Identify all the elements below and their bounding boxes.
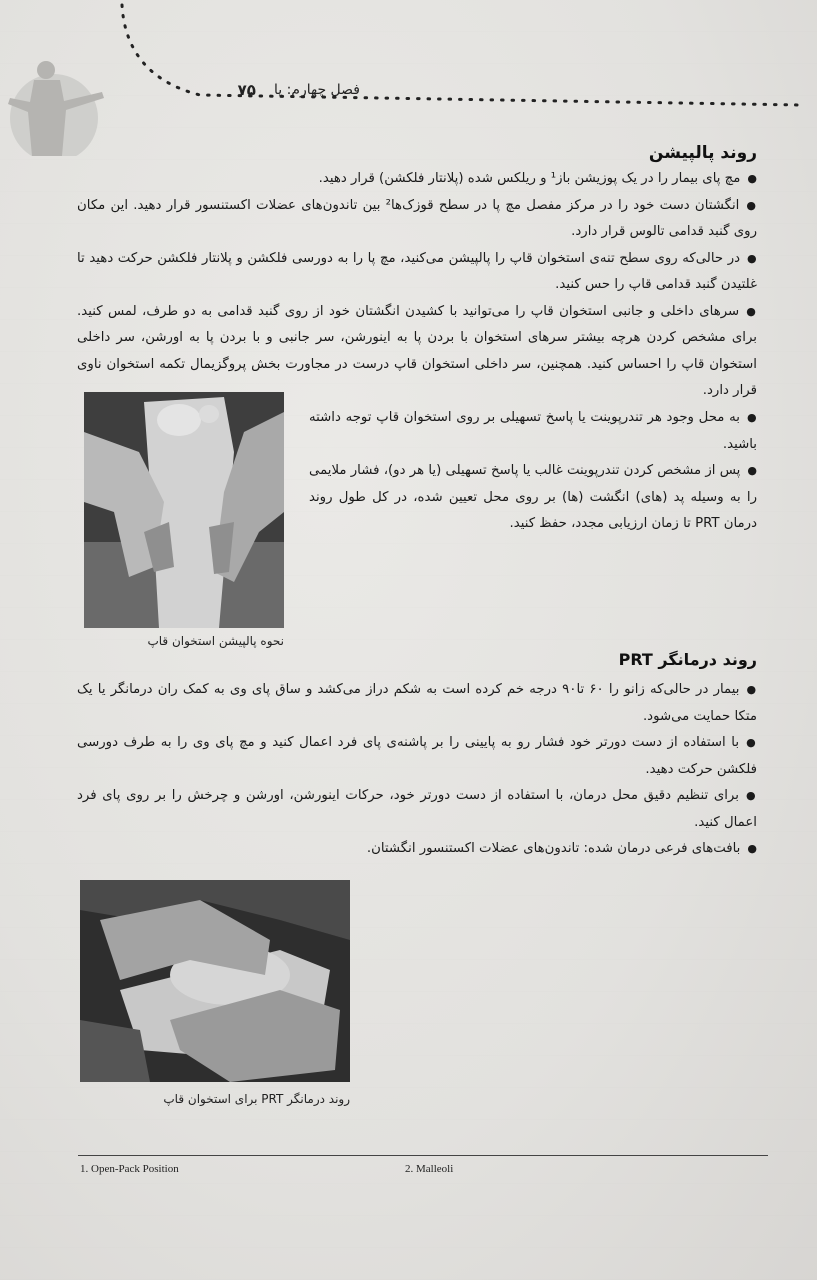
prt-photo-caption: روند درمانگر PRT برای استخوان قاپ: [163, 1092, 350, 1106]
human-figure-logo: [4, 56, 122, 156]
list-item: ● سرهای داخلی و جانبی استخوان قاپ را می‌توانید با کشیدن انگشتان خود از روی گنبد قدامی به دو طرف، لمس کنید. برای مشخص کردن هرچه بیشتر سرهای استخوان با بردن پا به اینورشن، سر جانبی و با بردن پا به اورشن، سر داخلی استخوان قاپ را احساس کنید. همچنین، سر داخلی استخوان قاپ درست در مجاورت بخش پروگزیمال تکمه استخوان ناوی قرار دارد.: [77, 299, 757, 405]
palpation-photo: [84, 392, 284, 628]
list-item: ● انگشتان دست خود را در مرکز مفصل مچ پا در سطح قوزک‌ها² بین تاندون‌های عضلات اکستنسور قرار دهید. این مکان روی گنبد قدامی تالوس قرار دارد.: [77, 193, 757, 246]
footnote-1: 1. Open-Pack Position: [80, 1163, 179, 1175]
list-item: ● با استفاده از دست دورتر خود فشار رو به پایینی را بر پاشنه‌ی پای فرد اعمال کنید و مچ پای وی را به طرف دورسی فلکشن حرکت دهید.: [77, 730, 757, 783]
footnote-divider: [78, 1155, 768, 1156]
list-item: ● بیمار در حالی‌که زانو را ۶۰ تا۹۰ درجه خم کرده است به شکم دراز می‌کشد و ساق پای وی به کمک ران درمانگر یا یک متکا حمایت می‌شود.: [77, 677, 757, 730]
chapter-title: فصل چهارم: پا: [273, 82, 360, 98]
palpation-steps-bottom: [309, 405, 757, 538]
running-header: [200, 80, 360, 100]
list-item: ● در حالی‌که روی سطح تنه‌ی استخوان قاپ را پالپیشن می‌کنید، مچ پا را به دورسی فلکشن و پلانتار فلکشن حرکت دهید تا غلتیدن گنبد قدامی قاپ را حس کنید.: [77, 246, 757, 299]
prt-steps: [77, 677, 757, 863]
list-item: ● برای تنظیم دقیق محل درمان، با استفاده از دست دورتر خود، حرکات اینورشن، اورشن و چرخش را بر روی پای فرد اعمال کنید.: [77, 783, 757, 836]
section-heading-palpation: روند پالپیشن: [648, 143, 757, 163]
page-number: ۷۵: [237, 81, 256, 99]
list-item: ● بافت‌های فرعی درمان شده: تاندون‌های عضلات اکستنسور انگشتان.: [77, 836, 757, 863]
prt-treatment-photo: [80, 880, 350, 1082]
list-item: ● پس از مشخص کردن تندرپوینت غالب یا پاسخ تسهیلی (یا هر دو)، فشار ملایمی را به وسیله پد (های) انگشت (ها) بر روی محل تعیین شده، در کل طول روند درمان PRT تا زمان ارزیابی مجدد، حفظ کنید.: [309, 458, 757, 538]
list-item: ● به محل وجود هر تندرپوینت یا پاسخ تسهیلی بر روی استخوان قاپ توجه داشته باشید.: [309, 405, 757, 458]
palpation-photo-caption: نحوه پالپیشن استخوان قاپ: [147, 634, 284, 648]
list-item: ● مچ پای بیمار را در یک پوزیشن باز¹ و ریلکس شده (پلانتار فلکشن) قرار دهید.: [77, 166, 757, 193]
section-heading-prt: روند درمانگر PRT: [618, 650, 757, 669]
footnote-2: 2. Malleoli: [405, 1163, 454, 1175]
palpation-steps-top: [77, 166, 757, 405]
